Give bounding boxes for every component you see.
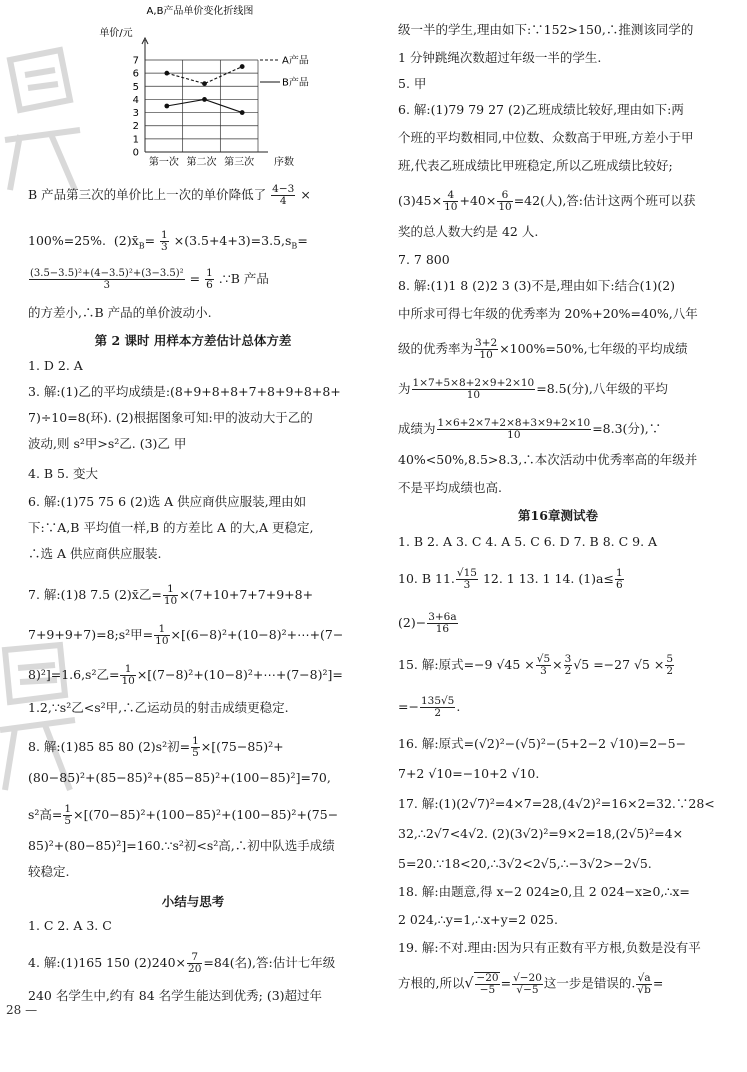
answer-line: 成绩为 $\frac{1\times 6+2\times 7+2\times 8+3\times 9+2\times 10}{10}$ =8.3(分),∵ (398, 417, 662, 441)
data-point (202, 81, 207, 86)
answer-line: 4. B 5. 变大 (28, 466, 98, 481)
section-heading: 小结与思考 (161, 894, 225, 909)
answer-line: 中所求可得七年级的优秀率为 20%+20%=40%,八年 (398, 306, 698, 321)
legend-label: B产品 (282, 77, 309, 89)
answer-line: 级一半的学生,理由如下:∵152>150,∴推测该同学的 (398, 22, 694, 37)
answer-line: 方根的,所以√ $\frac{-20}{-5}$ = $\frac{√-20}{√-5}$ 这一步是错误的. $\frac{√a}{√b}$ = (398, 971, 664, 996)
answer-line: 7+9+9+7)=8;s²甲= $\frac{1}{10}$ ×[(6−8)²+(10−8)²+⋯+(7− (28, 623, 344, 647)
answer-line: ∴选 A 供应商供应服装. (28, 546, 162, 561)
x-tick-label: 第三次 (224, 157, 255, 168)
answer-line: 7. 7 800 (398, 252, 450, 267)
answer-line: 3. 解:(1)乙的平均成绩是:(8+9+8+8+7+8+9+8+8+ (28, 384, 341, 399)
answer-line: 2 024,∴y=1,∴x+y=2 025. (398, 912, 558, 927)
answer-line: 17. 解:(1)(2√7)²=4×7=28,(4√2)²=16×2=32.∵28< (398, 796, 715, 811)
answer-line: 级的优秀率为 $\frac{3+2}{10}$ ×100%=50%,七年级的平均成绩 (398, 337, 688, 361)
text-line: $\frac{\text{(3.5−3.5)²+(4−3.5)²+(3−3.5)²}}{3}$ = $\frac{1}{6}$ .∵B 产品 (30, 267, 269, 291)
text-line: 100%=25%. $(2)x̄_B=$ $\frac{1}{3}$ $\times(3.5+4+3)=3.5,s_B=$ (28, 229, 308, 253)
answer-line: 1. C 2. A 3. C (28, 918, 112, 933)
answer-line: 不是平均成绩也高. (398, 480, 502, 495)
legend-label: A产品 (282, 55, 309, 67)
answer-line: 1. B 2. A 3. C 4. A 5. C 6. D 7. B 8. C 9. A (398, 534, 658, 549)
answer-line: 8)²]=1.6,s²乙= $\frac{1}{10}$ ×[(7−8)²+(10−8)²+⋯+(7−8)²]= (28, 663, 343, 687)
answer-line: 为 $\frac{1\times 7+5\times 8+2\times 9+2\times 10}{10}$ =8.5(分),八年级的平均 (398, 377, 668, 401)
answer-line: 18. 解:由题意,得 x−2 024≥0,且 2 024−x≥0,∴x= (398, 884, 690, 899)
series-line (167, 67, 242, 84)
answer-line: 个班的平均数相同,中位数、众数高于甲班,方差小于甲 (398, 130, 694, 145)
y-tick-label: 1 (132, 134, 139, 146)
answer-line: 19. 解:不对.理由:因为只有正数有平方根,负数是没有平 (398, 940, 701, 955)
data-point (202, 97, 207, 102)
answer-line: 6. 解:(1)79 79 27 (2)乙班成绩比较好,理由如下:两 (398, 102, 684, 117)
answer-line: 16. 解:原式=(√2)²−(√5)²−(5+2−2 √10)=2−5− (398, 736, 687, 751)
answer-line: 40%<50%,8.5>8.3,∴本次活动中优秀率高的年级并 (398, 452, 698, 467)
x-tick-label: 第一次 (148, 157, 179, 168)
answer-line: 5=20.∵18<20,∴3√2<2√5,∴−3√2>−2√5. (398, 856, 652, 871)
x-tick-label: 第二次 (186, 157, 217, 168)
answer-line: s²高= $\frac{1}{5}$ ×[(70−85)²+(100−85)²+(100−85)²+(75− (28, 803, 339, 827)
answer-line: 4. 解:(1)165 150 (2)240× $\frac{7}{20}$ =84(名),答:估计七年级 (28, 951, 336, 975)
data-point (164, 71, 169, 76)
answer-line: 1. D 2. A (28, 358, 83, 373)
y-tick-label: 6 (132, 68, 139, 80)
data-point (164, 104, 169, 109)
answer-line: 1.2,∵s²乙<s²甲,∴乙运动员的射击成绩更稳定. (28, 700, 289, 715)
answer-line: 1 分钟跳绳次数超过年级一半的学生. (398, 50, 602, 65)
data-point (240, 110, 245, 115)
page-number: 28 — (6, 1003, 38, 1017)
answer-line: 下:∵A,B 平均值一样,B 的方差比 A 的大,A 更稳定, (28, 520, 314, 535)
data-point (240, 64, 245, 69)
y-tick-label: 0 (132, 147, 139, 159)
y-tick-label: 7 (132, 55, 139, 67)
answer-line: 奖的总人数大约是 42 人. (398, 224, 539, 239)
answer-line: 5. 甲 (398, 76, 427, 91)
y-tick-label: 2 (132, 121, 139, 133)
answer-line: 7. 解:(1)8 7.5 (2)x̄乙= $\frac{1}{10}$ ×(7+10+7+7+9+8+ (28, 583, 314, 607)
price-line-chart (28, 0, 358, 170)
text-line: B 产品第三次的单价比上一次的单价降低了 $\frac{4-3}{4}$ × (28, 183, 311, 207)
answer-line: 班,代表乙班成绩比甲班稳定,所以乙班成绩比较好; (398, 158, 673, 173)
answer-line: 10. B 11. $\frac{√15}{3}$ 12. 1 13. 1 14. (1)a≤ $\frac{1}{6}$ (398, 567, 623, 591)
fraction: $\frac{4-3}{4}$ (272, 183, 295, 207)
answer-line: 32,∴2√7<4√2. (2)(3√2)²=9×2=18,(2√5)²=4× (398, 826, 684, 841)
answer-line: 较稳定. (28, 864, 70, 879)
answer-line: 8. 解:(1)1 8 (2)2 3 (3)不是,理由如下:结合(1)(2) (398, 278, 676, 293)
answer-line: 7)÷10=8(环). (2)根据图象可知:甲的波动大于乙的 (28, 410, 313, 425)
y-tick-label: 3 (132, 108, 139, 120)
chart-grid (142, 38, 268, 152)
answer-line: =− $\frac{135√5}{2}$ . (398, 695, 461, 719)
y-axis-label: 单价/元 (99, 28, 133, 39)
y-tick-label: 5 (132, 81, 139, 93)
chart-series (164, 64, 244, 115)
answer-line: 8. 解:(1)85 85 80 (2)s²初= $\frac{1}{5}$ ×[(75−85)²+ (28, 735, 284, 759)
answer-line: 7+2 √10=−10+2 √10. (398, 766, 540, 781)
answer-line: 240 名学生中,约有 84 名学生能达到优秀; (3)超过年 (28, 988, 323, 1003)
answer-line: 15. 解:原式=−9 √45 × $\frac{√5}{3}$ × $\frac{3}{2}$ √5 =−27 √5 × $\frac{5}{2}$ (398, 653, 674, 677)
answer-line: (2)− $\frac{3+6a}{16}$ (398, 611, 457, 635)
chart-legend (260, 54, 309, 89)
chart-title: A,B产品单价变化折线图 (146, 6, 254, 17)
text-line: 的方差小,∴B 产品的单价波动小. (28, 305, 212, 320)
section-heading: 第16章测试卷 (518, 508, 598, 523)
answer-line: 波动,则 s²甲>s²乙. (3)乙 甲 (28, 436, 187, 451)
section-heading: 第 2 课时 用样本方差估计总体方差 (94, 333, 292, 348)
chart-ticks (133, 56, 255, 169)
x-axis-label: 序数 (274, 157, 294, 168)
y-tick-label: 4 (132, 94, 139, 106)
answer-line: 85)²+(80−85)²]=160.∵s²初<s²高,∴初中队选手成绩 (28, 838, 335, 853)
answer-line: (3)45× $\frac{4}{10}$ +40× $\frac{6}{10}$ =42(人),答:估计这两个班可以获 (398, 189, 696, 213)
answer-line: 6. 解:(1)75 75 6 (2)选 A 供应商供应服装,理由如 (28, 494, 307, 509)
answer-line: (80−85)²+(85−85)²+(85−85)²+(100−85)²]=70, (28, 770, 331, 785)
